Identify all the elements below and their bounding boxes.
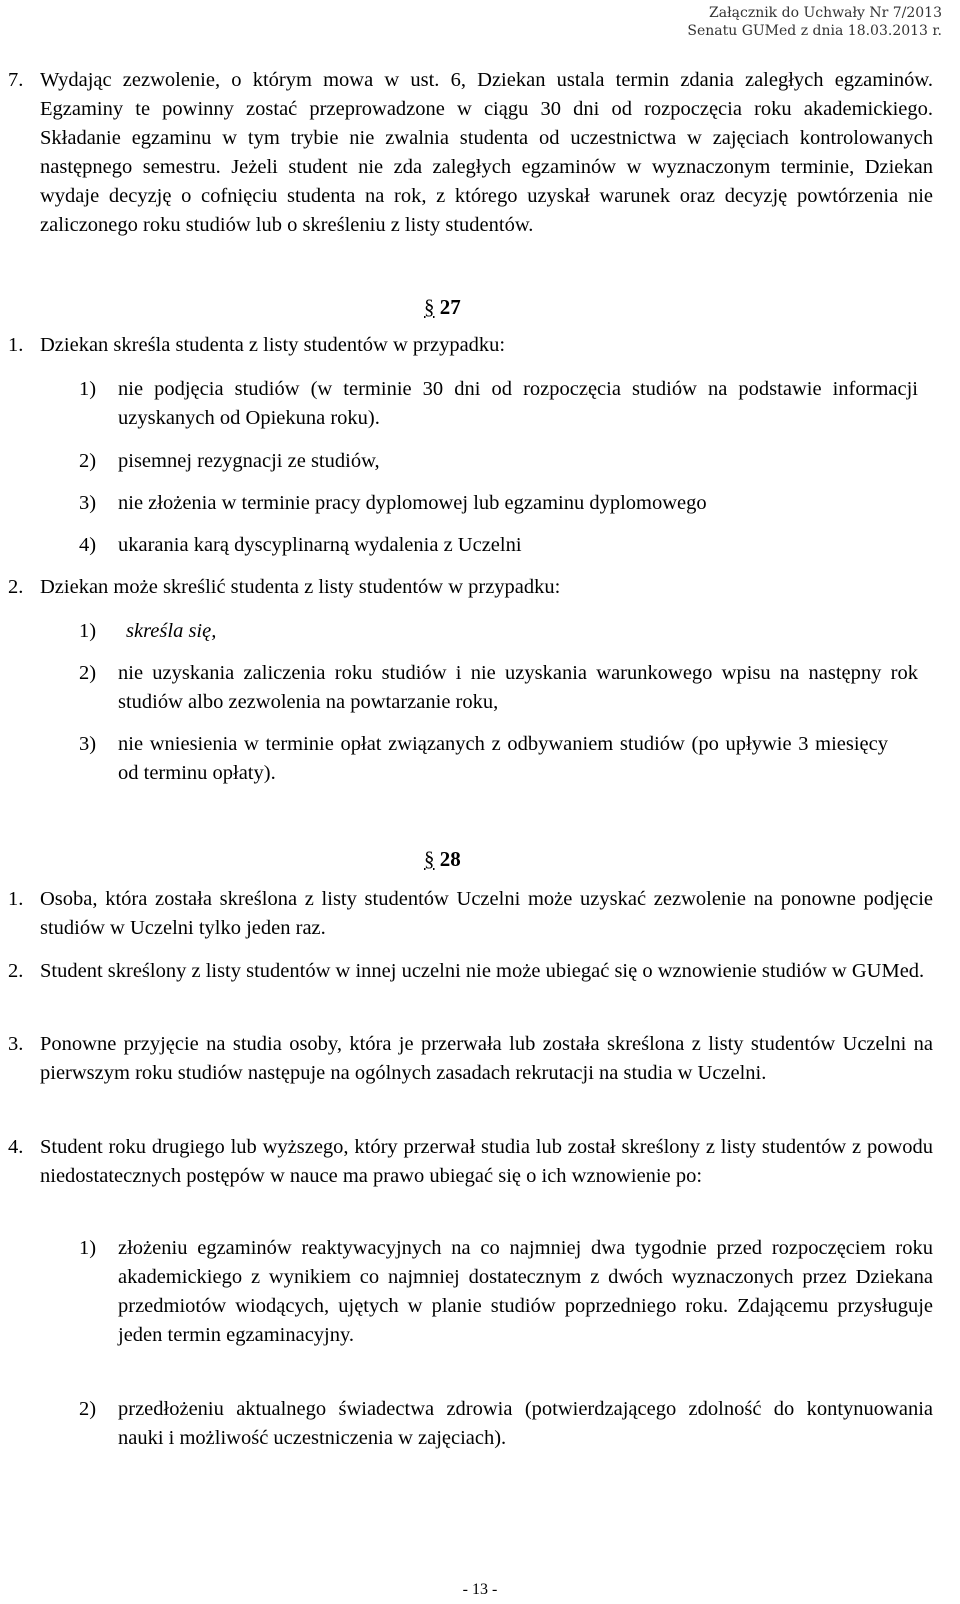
s28-p2-text: Student skreślony z listy studentów w innej uczelni nie może ubiegać się o wznowienie studiów w GUMed. <box>40 960 925 982</box>
s28-p1-number: 1. <box>8 888 24 910</box>
s27-p1-text: Dziekan skreśla studenta z listy studentów w przypadku: <box>40 334 506 356</box>
s27-p2-number: 2. <box>8 576 24 598</box>
s28-p4-item-2-number: 2) <box>79 1398 97 1420</box>
s28-p4-text: Student roku drugiego lub wyższego, który przerwał studia lub został skreślony z listy studentów z powodu niedostatecznych postępów w nauce ma prawo ubiegać się o ich wznowienie po: <box>40 1136 933 1187</box>
s28-p4-item-1-text: złożeniu egzaminów reaktywacyjnych na co najmniej dwa tygodnie przed rozpoczęciem roku akademickiego z wynikiem co najmniej dostatecznym z dwóch wyznaczonych przez Dziekana przedmiotów wiodących, ujętych w planie studiów poprzedniego roku. Zdającemu przysługuje jeden termin egzaminacyjny. <box>118 1237 933 1346</box>
s27-p2-text: Dziekan może skreślić studenta z listy studentów w przypadku: <box>40 576 561 598</box>
s27-p2-item-2-number: 2) <box>79 662 97 684</box>
s28-p1-text: Osoba, która została skreślona z listy studentów Uczelni może uzyskać zezwolenie na ponowne podjęcie studiów w Uczelni tylko jeden raz. <box>40 888 933 939</box>
s28-p3-number: 3. <box>8 1033 24 1055</box>
s27-p1-item-1-number: 1) <box>79 378 97 400</box>
s27-p1-number: 1. <box>8 334 24 356</box>
s27-p1-item-4-number: 4) <box>79 534 97 556</box>
section-sign: § <box>424 847 435 871</box>
s27-p1-item-2-text: pisemnej rezygnacji ze studiów, <box>118 450 380 472</box>
s27-p1-item-1-text: nie podjęcia studiów (w terminie 30 dni od rozpoczęcia studiów na podstawie informacji uzyskanych od Opiekuna roku). <box>118 378 918 429</box>
s27-p2-item-1-number: 1) <box>79 620 97 642</box>
s27-p1-item-3-text: nie złożenia w terminie pracy dyplomowej lub egzaminu dyplomowego <box>118 492 707 514</box>
header-line-1: Załącznik do Uchwały Nr 7/2013 <box>709 5 942 21</box>
s27-p1-item-3-number: 3) <box>79 492 97 514</box>
s27-p2-item-3-number: 3) <box>79 733 97 755</box>
s28-p4-item-1-number: 1) <box>79 1237 97 1259</box>
point-7-text: Wydając zezwolenie, o którym mowa w ust. 6, Dziekan ustala termin zdania zaległych egzaminów. Egzaminy te powinny zostać przeprowadzone w ciągu 30 dni od rozpoczęcia roku akademickiego. Składanie egzaminu w tym trybie nie zwalnia studenta od uczestnictwa w zajęciach kontrolowanych następnego semestru. Jeżeli student nie zda zaległych egzaminów w wyznaczonym terminie, Dziekan wydaje decyzję o cofnięciu studenta na rok, z którego uzyskał warunek oraz decyzję powtórzenia nie zaliczonego roku studiów lub o skreśleniu z listy studentów. <box>40 69 933 236</box>
s27-p2-item-2-text: nie uzyskania zaliczenia roku studiów i nie uzyskania warunkowego wpisu na następny rok studiów albo zezwolenia na powtarzanie roku, <box>118 662 918 713</box>
s27-p2-item-1-text: skreśla się, <box>126 620 217 642</box>
header-line-2: Senatu GUMed z dnia 18.03.2013 r. <box>687 23 942 39</box>
s27-p1-item-4-text: ukarania karą dyscyplinarną wydalenia z Uczelni <box>118 534 522 556</box>
s27-p2-item-3-text: nie wniesienia w terminie opłat związanych z odbywaniem studiów (po upływie 3 miesięcy od terminu opłaty). <box>118 733 888 784</box>
page-number: - 13 - <box>462 1581 498 1598</box>
section-sign: § <box>424 295 435 319</box>
section-28-heading <box>424 845 461 874</box>
point-7-number: 7. <box>8 69 24 91</box>
section-number: 28 <box>439 847 461 871</box>
s27-p1-item-2-number: 2) <box>79 450 97 472</box>
s28-p4-item-2-text: przedłożeniu aktualnego świadectwa zdrowia (potwierdzającego zdolność do kontynuowania nauki i możliwość uczestniczenia w zajęciach). <box>118 1398 933 1449</box>
document-header <box>687 4 942 40</box>
section-number: 27 <box>439 295 461 319</box>
section-27-heading <box>424 293 461 322</box>
s28-p4-number: 4. <box>8 1136 24 1158</box>
s28-p3-text: Ponowne przyjęcie na studia osoby, która je przerwała lub została skreślona z listy studentów Uczelni na pierwszym roku studiów następuje na ogólnych zasadach rekrutacji na studia w Uczelni. <box>40 1033 933 1084</box>
s28-p2-number: 2. <box>8 960 24 982</box>
